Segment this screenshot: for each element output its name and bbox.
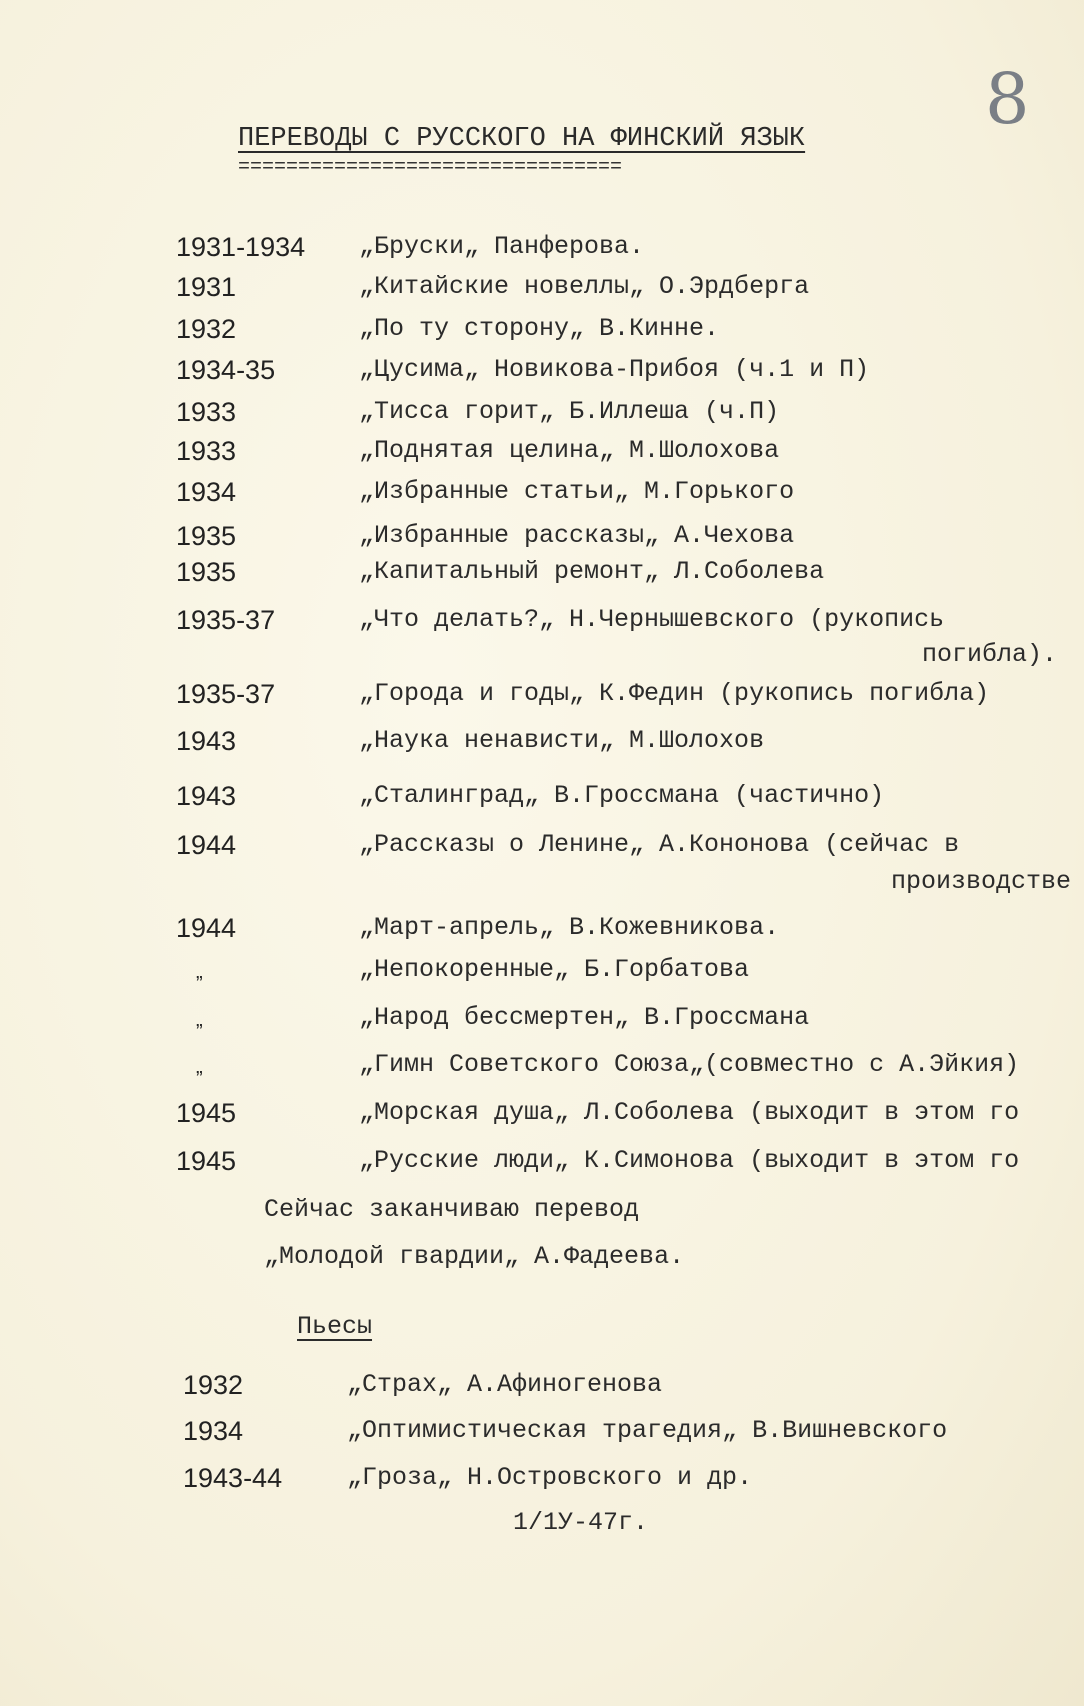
play-year: 1932 <box>183 1370 244 1400</box>
translation-year: 1943 <box>176 726 237 756</box>
translation-year: 1935 <box>176 521 237 551</box>
translation-work: „Цусима„ Новикова-Прибоя (ч.1 и П) <box>359 355 870 384</box>
translation-work: „Капитальный ремонт„ Л.Соболева <box>359 557 825 586</box>
translation-work: „Народ бессмертен„ В.Гроссмана <box>359 1003 810 1032</box>
play-work: „Оптимистическая трагедия„ В.Вишневского <box>347 1416 948 1445</box>
translation-year: „ <box>196 1009 203 1031</box>
translation-work: „Русские люди„ К.Симонова (выходит в этом го <box>359 1146 1020 1175</box>
translation-work: „Рассказы о Ленине„ А.Кононова (сейчас в <box>359 830 960 859</box>
translation-work: „Китайские новеллы„ О.Эрдберга <box>359 272 810 301</box>
play-work: „Страх„ А.Афиногенова <box>347 1370 663 1399</box>
translation-year: 1933 <box>176 397 237 427</box>
translation-year: 1944 <box>176 830 237 860</box>
translation-work: „Что делать?„ Н.Чернышевского (рукопись <box>359 605 945 634</box>
translation-year: 1945 <box>176 1098 237 1128</box>
translation-year: „ <box>196 1056 203 1078</box>
document-title: ПЕРЕВОДЫ С РУССКОГО НА ФИНСКИЙ ЯЗЫК <box>238 124 806 154</box>
translation-work: „Морская душа„ Л.Соболева (выходит в этом го <box>359 1098 1020 1127</box>
translation-year: 1933 <box>176 436 237 466</box>
page-number: 8 <box>985 58 1028 140</box>
play-year: 1943-44 <box>183 1463 283 1493</box>
translation-work: „Избранные статьи„ М.Горького <box>359 477 795 506</box>
translation-year: 1931-1934 <box>176 232 306 262</box>
translation-work: „Города и годы„ К.Федин (рукопись погибла) <box>359 679 990 708</box>
translation-year: 1945 <box>176 1146 237 1176</box>
current-work-line-2: „Молодой гвардии„ А.Фадеева. <box>264 1242 685 1271</box>
translation-year: 1944 <box>176 913 237 943</box>
current-work-line-1: Сейчас заканчиваю перевод <box>264 1195 640 1224</box>
play-work: „Гроза„ Н.Островского и др. <box>347 1463 753 1492</box>
translation-year: 1943 <box>176 781 237 811</box>
translation-year: 1935-37 <box>176 679 276 709</box>
translation-work: „Март-апрель„ В.Кожевникова. <box>359 913 780 942</box>
plays-heading: Пьесы <box>297 1312 373 1341</box>
translation-work: „Поднятая целина„ М.Шолохова <box>359 436 780 465</box>
translation-year: „ <box>196 961 203 983</box>
translation-work: „Гимн Советского Союза„(совместно с А.Эйкия) <box>359 1050 1020 1079</box>
translation-year: 1934 <box>176 477 237 507</box>
translation-work-continuation: производстве <box>891 867 1072 896</box>
title-double-rule: ================================ <box>238 156 623 179</box>
translation-work: „По ту сторону„ В.Кинне. <box>359 314 720 343</box>
translation-work: „Наука ненависти„ М.Шолохов <box>359 726 765 755</box>
translation-year: 1934-35 <box>176 355 276 385</box>
translation-work: „Сталинград„ В.Гроссмана (частично) <box>359 781 885 810</box>
translation-work: „Бруски„ Панферова. <box>359 232 645 261</box>
translation-year: 1932 <box>176 314 237 344</box>
translation-work-continuation: погибла). <box>922 640 1058 669</box>
translation-work: „Избранные рассказы„ А.Чехова <box>359 521 795 550</box>
translation-year: 1935 <box>176 557 237 587</box>
translation-year: 1931 <box>176 272 237 302</box>
translation-work: „Тисса горит„ Б.Иллеша (ч.П) <box>359 397 780 426</box>
translation-year: 1935-37 <box>176 605 276 635</box>
play-year: 1934 <box>183 1416 244 1446</box>
document-date: 1/1У-47г. <box>513 1508 649 1537</box>
translation-work: „Непокоренные„ Б.Горбатова <box>359 955 750 984</box>
